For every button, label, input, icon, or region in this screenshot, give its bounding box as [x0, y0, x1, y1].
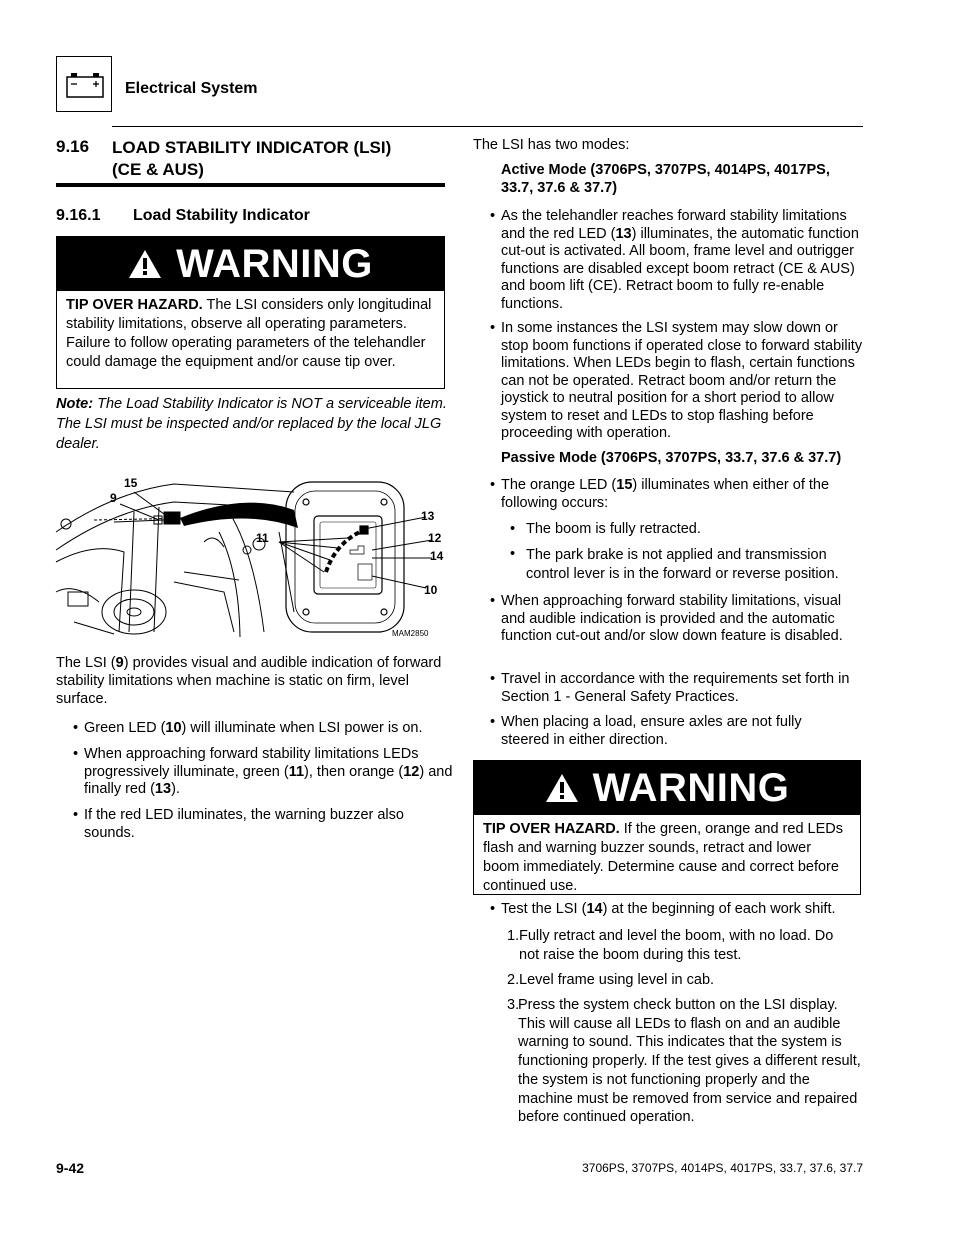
intro-text-a: The LSI ( — [56, 655, 116, 671]
active-mode-heading: Active Mode (3706PS, 3707PS, 4014PS, 4017PS, 33.7, 37.6 & 37.7) — [501, 162, 830, 196]
p3-text: Travel in accordance with the requirements set forth in Section 1 - General Safety Practices. — [501, 671, 850, 705]
callout-12: 12 — [428, 531, 442, 545]
warning-box-tip-over-2 — [473, 760, 861, 895]
step-1 — [507, 927, 857, 965]
test-ref-14: 14 — [586, 901, 603, 917]
section-title-line2: (CE & AUS) — [112, 160, 204, 179]
warning-box-tip-over-1 — [56, 236, 445, 389]
b2-ref-11: 11 — [288, 763, 305, 780]
list-item — [490, 901, 870, 919]
footer-models: 3706PS, 3707PS, 4014PS, 4017PS, 33.7, 37.6, 37.7 — [582, 1161, 863, 1175]
figure-code: MAM2850 — [392, 629, 429, 638]
list-item — [73, 720, 453, 738]
lsi-figure-drawing — [54, 472, 449, 642]
p1-text-c: ) illuminates when either of the following occurs: — [501, 477, 830, 511]
section-number: 9.16 — [56, 137, 90, 156]
note — [56, 394, 448, 454]
passive-mode-heading: Passive Mode (3706PS, 3707PS, 33.7, 37.6 & 37.7) — [501, 450, 842, 466]
lsi-location-figure — [54, 472, 449, 642]
note-text: The Load Stability Indicator is NOT a serviceable item. The LSI must be inspected and/or replaced by the local JLG dealer. — [56, 396, 447, 452]
p1-sub1-text: The boom is fully retracted. — [526, 521, 701, 537]
b2-text-a: When approaching forward stability limitations LEDs progressively illuminate, green ( — [84, 746, 419, 780]
step-text: Fully retract and level the boom, with no load. Do not raise the boom during this test. — [519, 928, 834, 963]
a1-text-a: As the telehandler reaches forward stability limitations and the red LED ( — [501, 208, 847, 242]
subsection-title: Load Stability Indicator — [133, 207, 310, 224]
bullet-dot: • — [490, 477, 496, 493]
list-item — [490, 477, 862, 512]
bullet-dot: • — [490, 714, 496, 730]
header-rule — [112, 126, 863, 127]
bullet-dot: • — [490, 901, 496, 917]
a1-text-c: ) illuminates, the automatic function cut-out is activated. All boom, frame level and outrigger functions are disabled except boom retract (CE & AUS) and boom lift (CE). Retract boom to fully re-enable functions. — [501, 225, 859, 312]
warning-heading: WARNING — [176, 242, 373, 286]
callout-11: 11 — [256, 531, 269, 545]
step-number: 2. — [507, 972, 520, 988]
section-title — [112, 137, 391, 181]
b2-ref-13: 13 — [154, 781, 172, 797]
warning-text: If the green, orange and red LEDs flash and warning buzzer sounds, retract and lower boom immediately. Determine cause and correct before continued use. — [483, 821, 843, 894]
test-text-c: ) at the beginning of each work shift. — [602, 901, 836, 917]
list-item — [510, 546, 870, 584]
p1-sub2-text: The park brake is not applied and transmission control lever is in the forward or reverse position. — [526, 547, 839, 582]
header-title: Electrical System — [125, 80, 258, 97]
lsi-intro-paragraph — [56, 654, 446, 708]
p4-text: When placing a load, ensure axles are not fully steered in either direction. — [501, 714, 802, 748]
bullet-dot: • — [490, 671, 496, 687]
note-label: Note: — [56, 396, 94, 412]
warning-triangle-icon — [128, 249, 162, 279]
b1-text-c: ) will illuminate when LSI power is on. — [181, 720, 423, 736]
section-rule — [56, 183, 445, 187]
p2-text: When approaching forward stability limitations, visual and audible indication is provided and the automatic function cut-out and/or slow down feature is disabled. — [501, 593, 843, 644]
warning-heading: WARNING — [592, 766, 790, 810]
warning-triangle-icon — [545, 773, 579, 803]
warning-banner — [474, 761, 860, 815]
list-item — [510, 521, 870, 539]
bullet-dot: • — [73, 720, 79, 736]
b2-text-e: ) and finally red ( — [84, 763, 453, 797]
list-item — [73, 807, 448, 842]
b2-text-g: ). — [171, 781, 180, 797]
warning-body — [57, 291, 444, 378]
bullet-dot: • — [490, 320, 496, 336]
bullet-dot: • — [73, 746, 79, 762]
battery-icon — [66, 72, 104, 98]
callout-10: 10 — [424, 583, 438, 597]
list-item — [490, 671, 864, 706]
p1-ref-15: 15 — [616, 477, 633, 493]
step-text: Level frame using level in cab. — [519, 972, 715, 988]
bullet-dot: • — [510, 521, 516, 537]
warning-banner — [57, 237, 444, 291]
bullet-dot: • — [490, 593, 496, 609]
warning-lead: TIP OVER HAZARD. — [66, 297, 203, 313]
warning-body — [474, 815, 860, 902]
list-item — [490, 320, 864, 443]
list-item — [73, 746, 453, 799]
list-item — [490, 593, 864, 646]
b3-text: If the red LED iluminates, the warning buzzer also sounds. — [84, 807, 404, 841]
bullet-dot: • — [73, 807, 79, 823]
intro-ref-9: 9 — [115, 655, 124, 671]
intro-text-c: ) provides visual and audible indication of forward stability limitations when machine is static on firm, level surface. — [56, 655, 442, 707]
bullet-dot: • — [490, 208, 496, 224]
step-number: 3. — [507, 997, 520, 1013]
a2-text: In some instances the LSI system may slow down or stop boom functions if operated close to forward stability limitations. When LEDs begin to flash, certain functions can not be operated. Retract boom and/or return the joystick to neutral position for a short period to allow system to reset and LEDs to stop flashing before proceeding with operation. — [501, 320, 863, 441]
a1-ref-13: 13 — [615, 225, 632, 242]
subsection-number: 9.16.1 — [56, 207, 101, 224]
callout-15: 15 — [124, 476, 138, 490]
b1-text-a: Green LED ( — [84, 720, 166, 736]
b1-ref: 10 — [165, 720, 182, 736]
b2-text-c: ), then orange ( — [304, 763, 404, 780]
step-2 — [507, 971, 857, 989]
step-number: 1. — [507, 928, 520, 944]
list-item — [490, 714, 850, 749]
warning-text: The LSI considers only longitudinal stability limitations, observe all operating parameters. Failure to follow operating parameters of the telehandler could damage the equipment and/or cause tip over. — [66, 297, 432, 370]
step-3 — [507, 996, 862, 1127]
bullet-dot: • — [510, 546, 516, 562]
list-item — [490, 208, 862, 313]
callout-14: 14 — [430, 549, 444, 563]
section-title-line1: LOAD STABILITY INDICATOR (LSI) — [112, 138, 392, 157]
battery-icon-box — [56, 56, 112, 112]
b2-ref-12: 12 — [403, 763, 420, 780]
step-text: Press the system check button on the LSI display. This will cause all LEDs to flash on and an audible warning to sound. This indicates that the system is functioning properly. If the test gives a different result, the system is not functioning properly and the machine must be removed from service and repaired before continued operation. — [518, 997, 861, 1126]
page-number: 9-42 — [56, 1160, 85, 1176]
p1-text-a: The orange LED ( — [501, 477, 617, 493]
test-text-a: Test the LSI ( — [501, 901, 587, 917]
callout-13: 13 — [421, 509, 435, 523]
modes-intro: The LSI has two modes: — [473, 137, 630, 153]
warning-lead: TIP OVER HAZARD. — [483, 821, 620, 837]
callout-9: 9 — [110, 491, 117, 505]
